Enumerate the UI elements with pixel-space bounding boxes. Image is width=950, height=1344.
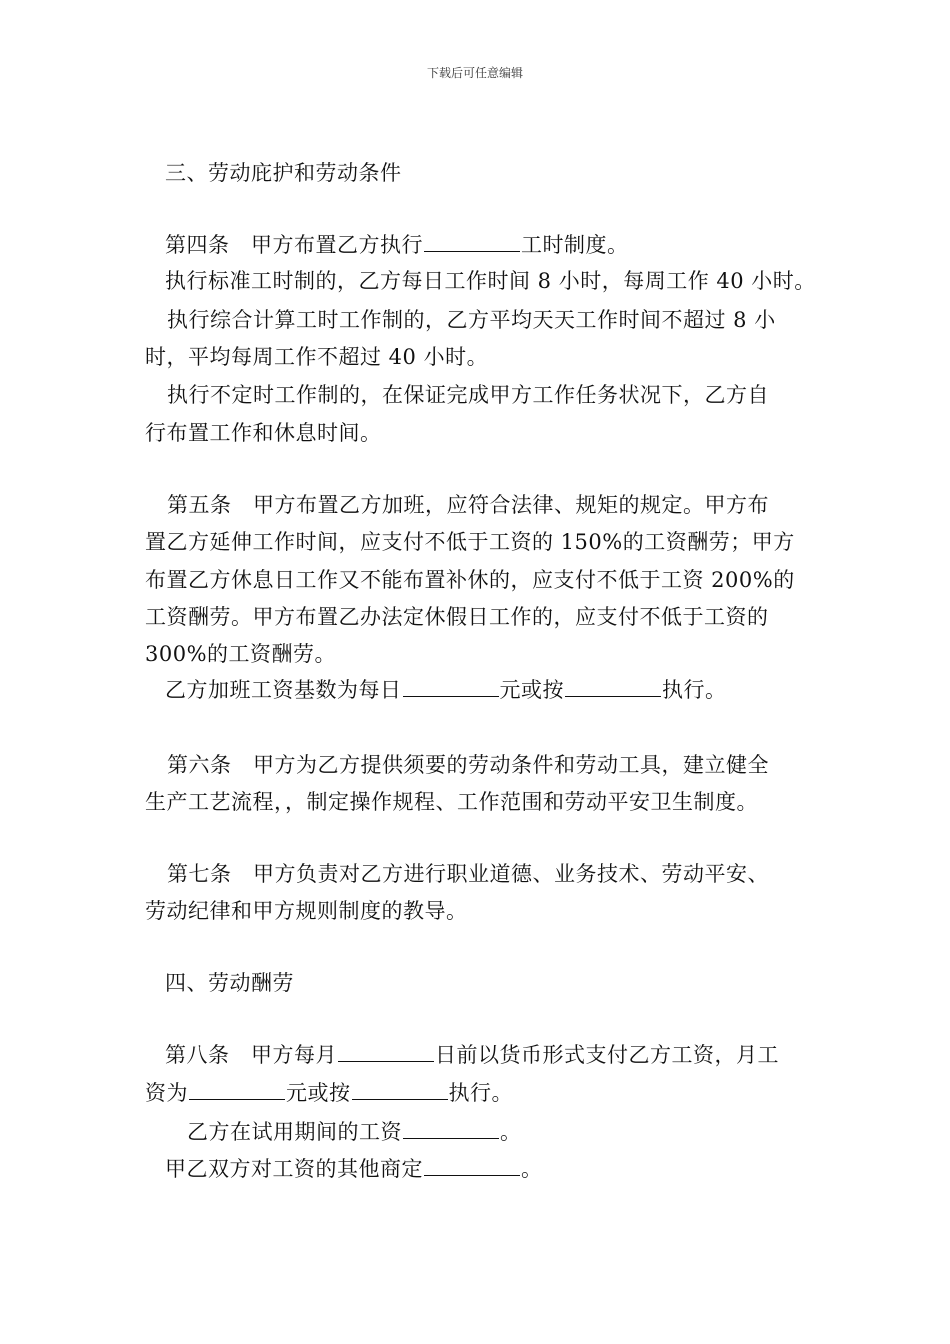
article-5-line-3: 布置乙方休息日工作又不能布置补休的，应支付不低于工资 200%的 bbox=[145, 568, 795, 592]
overtime-daily-blank[interactable] bbox=[403, 678, 499, 697]
other-wage-text-b: 。 bbox=[521, 1157, 543, 1181]
overtime-base-line bbox=[165, 677, 727, 703]
article-8-line-1 bbox=[165, 1042, 779, 1068]
article-4-text-b: 工时制度。 bbox=[521, 233, 629, 257]
work-hour-system-blank[interactable] bbox=[424, 233, 520, 252]
article-4-line-5: 执行不定时工作制的，在保证完成甲方工作任务状况下，乙方自 bbox=[167, 383, 769, 407]
article-4-line-6: 行布置工作和休息时间。 bbox=[145, 421, 382, 445]
overtime-standard-blank[interactable] bbox=[565, 678, 661, 697]
overtime-base-text-c: 执行。 bbox=[662, 678, 727, 702]
trial-wage-line bbox=[187, 1119, 522, 1145]
other-wage-terms-blank[interactable] bbox=[424, 1157, 520, 1176]
overtime-base-text-b: 元或按 bbox=[499, 678, 564, 702]
article-8-text-d: 元或按 bbox=[286, 1081, 351, 1105]
other-wage-terms-line bbox=[165, 1156, 543, 1182]
article-4-line-2: 执行标准工时制的，乙方每日工作时间 8 小时，每周工作 40 小时。 bbox=[165, 269, 816, 293]
article-5-line-5: 300%的工资酬劳。 bbox=[145, 642, 337, 666]
article-4-line-4: 时，平均每周工作不超过 40 小时。 bbox=[145, 345, 489, 369]
section-3-title: 三、劳动庇护和劳动条件 bbox=[165, 161, 402, 185]
article-6-line-1: 第六条 甲方为乙方提供须要的劳动条件和劳动工具，建立健全 bbox=[167, 753, 769, 777]
other-wage-text-a: 甲乙双方对工资的其他商定 bbox=[165, 1157, 423, 1181]
monthly-wage-blank[interactable] bbox=[189, 1081, 285, 1100]
article-4-text-a: 第四条 甲方布置乙方执行 bbox=[165, 233, 423, 257]
overtime-base-text-a: 乙方加班工资基数为每日 bbox=[165, 678, 402, 702]
article-8-text-c: 资为 bbox=[145, 1081, 188, 1105]
article-5-line-2: 置乙方延伸工作时间，应支付不低于工资的 150%的工资酬劳；甲方 bbox=[145, 530, 795, 554]
section-4-title: 四、劳动酬劳 bbox=[165, 971, 294, 995]
trial-wage-text-b: 。 bbox=[500, 1120, 522, 1144]
trial-wage-text-a: 乙方在试用期间的工资 bbox=[187, 1120, 402, 1144]
article-4-line-1 bbox=[165, 232, 629, 258]
trial-wage-blank[interactable] bbox=[403, 1120, 499, 1139]
article-5-line-1: 第五条 甲方布置乙方加班，应符合法律、规矩的规定。甲方布 bbox=[167, 493, 769, 517]
article-8-text-b: 日前以货币形式支付乙方工资，月工 bbox=[435, 1043, 779, 1067]
page-header: 下载后可任意编辑 bbox=[426, 66, 523, 80]
article-4-line-3: 执行综合计算工时工作制的，乙方平均天天工作时间不超过 8 小 bbox=[167, 308, 776, 332]
wage-standard-blank[interactable] bbox=[352, 1081, 448, 1100]
pay-day-blank[interactable] bbox=[338, 1043, 434, 1062]
article-6-line-2: 生产工艺流程，，制定操作规程、工作范围和劳动平安卫生制度。 bbox=[145, 790, 758, 814]
article-5-line-4: 工资酬劳。甲方布置乙办法定休假日工作的，应支付不低于工资的 bbox=[145, 605, 769, 629]
article-8-text-a: 第八条 甲方每月 bbox=[165, 1043, 337, 1067]
article-8-line-2 bbox=[145, 1080, 513, 1106]
article-7-line-2: 劳动纪律和甲方规则制度的教导。 bbox=[145, 899, 468, 923]
article-7-line-1: 第七条 甲方负责对乙方进行职业道德、业务技术、劳动平安、 bbox=[167, 862, 769, 886]
article-8-text-e: 执行。 bbox=[448, 1081, 513, 1105]
